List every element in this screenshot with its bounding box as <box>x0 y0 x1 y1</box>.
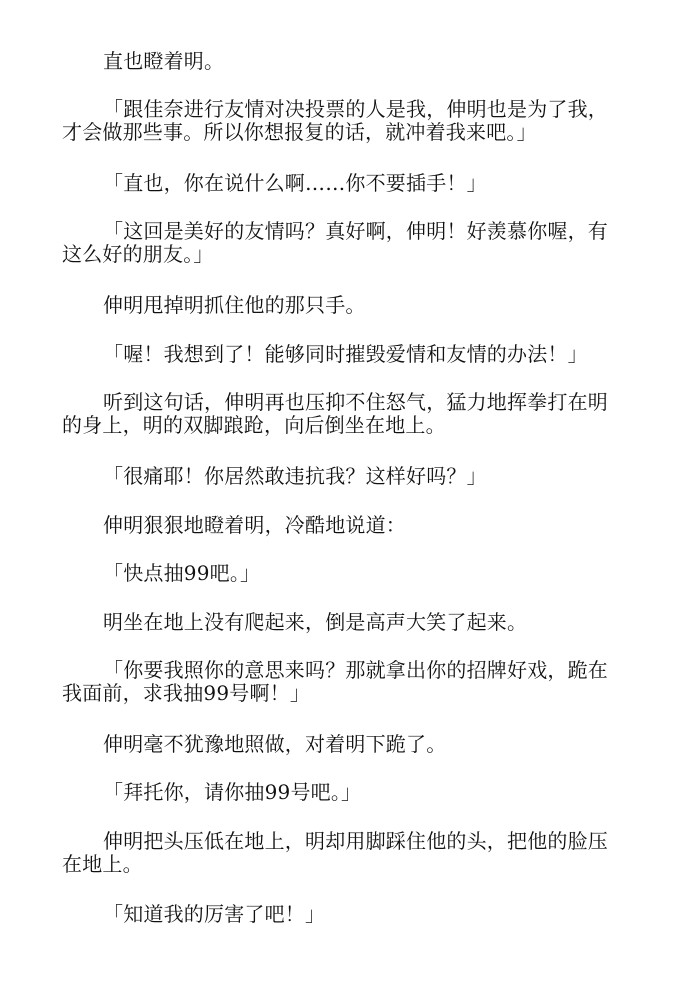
text-line: 伸明甩掉明抓住他的那只手。 <box>103 293 366 317</box>
text-line: 听到这句话，伸明再也压抑不住怒气，猛力地挥拳打在明 <box>103 390 608 414</box>
text-line: 「直也，你在说什么啊……你不要插手！」 <box>103 171 487 195</box>
paragraph <box>62 465 640 488</box>
text-line: 「很痛耶！你居然敢违抗我？这样好吗？」 <box>103 464 487 488</box>
text-line: 这么好的朋友。」 <box>62 242 214 266</box>
paragraph <box>62 220 640 266</box>
text-line: 明坐在地上没有爬起来，倒是高声大笑了起来。 <box>103 610 528 634</box>
text-line: 「知道我的厉害了吧！」 <box>103 902 326 926</box>
paragraph <box>62 903 640 926</box>
paragraph <box>62 781 640 804</box>
paragraph <box>62 659 640 705</box>
text-line: 直也瞪着明。 <box>103 49 225 73</box>
paragraph <box>62 830 640 876</box>
paragraph <box>62 391 640 437</box>
paragraph <box>62 98 640 144</box>
paragraph <box>62 562 640 585</box>
text-line: 「你要我照你的意思来吗？那就拿出你的招牌好戏，跪在 <box>103 658 608 682</box>
text-line: 伸明毫不犹豫地照做，对着明下跪了。 <box>103 732 447 756</box>
paragraph <box>62 50 640 73</box>
text-line: 「拜托你，请你抽99号吧。」 <box>103 780 362 804</box>
text-line: 「喔！我想到了！能够同时摧毁爱情和友情的办法！」 <box>103 342 588 366</box>
text-line: 我面前，求我抽99号啊！」 <box>62 681 311 705</box>
paragraph <box>62 514 640 537</box>
paragraph <box>62 733 640 756</box>
paragraph <box>62 294 640 317</box>
text-line: 伸明狠狠地瞪着明，冷酷地说道： <box>103 513 406 537</box>
text-line: 的身上，明的双脚踉跄，向后倒坐在地上。 <box>62 413 446 437</box>
paragraph <box>62 611 640 634</box>
text-line: 「快点抽99吧。」 <box>103 561 261 585</box>
text-line: 在地上。 <box>62 852 143 876</box>
text-line: 「跟佳奈进行友情对决投票的人是我，伸明也是为了我， <box>103 97 608 121</box>
paragraph <box>62 172 640 195</box>
text-line: 才会做那些事。所以你想报复的话，就冲着我来吧。」 <box>62 120 537 144</box>
paragraph <box>62 343 640 366</box>
text-line: 伸明把头压低在地上，明却用脚踩住他的头，把他的脸压 <box>103 829 608 853</box>
text-line: 「这回是美好的友情吗？真好啊，伸明！好羡慕你喔，有 <box>103 219 608 243</box>
